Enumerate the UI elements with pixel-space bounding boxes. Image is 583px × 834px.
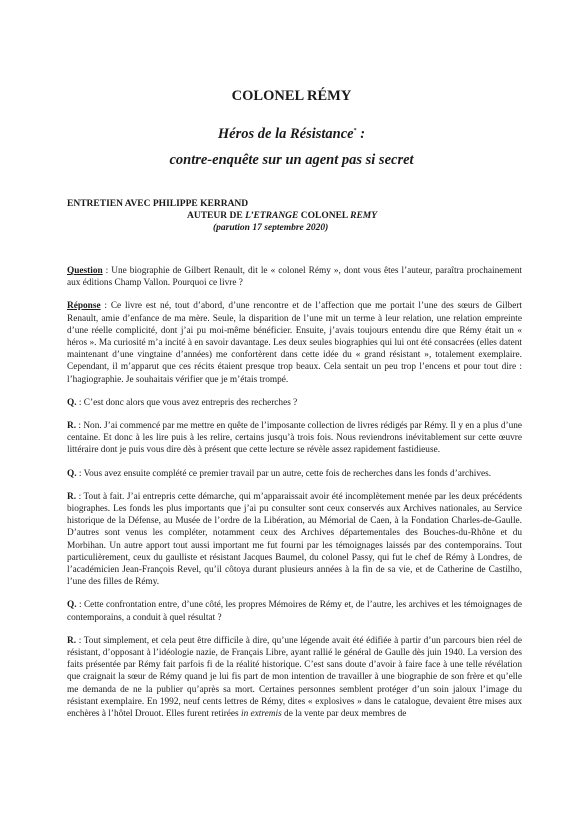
book-title-part-2: COLONEL [298,211,351,221]
label-separator: : [76,600,84,611]
question-paragraph [67,599,522,623]
question-text: Cette confrontation entre, d’une côté, les propres Mémoires de Rémy et, de l’autre, les archives et les témoignages de contemporains, a conduit à quel résultat ? [67,600,522,623]
answer-label: Réponse [67,301,101,312]
answer-text: Ce livre est né, tout d’abord, d’une rencontre et de l’affection que me portait l’une des sœurs de Gilbert Renault, amie d’enfance de ma mère. Seule, la disparition de l’une mit un terme à leur relation, une relation empreinte d’une réelle complicité, dont j’ai pu moi-même bénéficier. Ensuite, j’avais toujours entendu dire que Rémy était un « héros ». Ma curiosité m’a incité à en savoir davantage. Les deux seules biographies qui lui ont été consacrées (elles datent maintenant d’une vingtaine d’années) me confortèrent dans cette idée du « grand résistant », totalement exemplaire. Cependant, il m’apparut que ces récits étaient presque trop beaux. Cela sentait un peu trop l’encens et pour tout dire : l’hagiographie. Je souhaitais vérifier que je m’étais trompé. [67,301,523,385]
interview-heading: ENTRETIEN AVEC PHILIPPE KERRAND [67,199,249,209]
book-title-part-3: REMY [350,211,378,221]
label-separator: : [76,468,84,479]
question-paragraph [67,468,522,480]
document-title: COLONEL RÉMY [231,88,352,104]
answer-label: R. [67,491,77,502]
question-label: Q. [67,600,77,611]
label-separator: : [76,421,84,432]
answer-label: R. [67,635,77,646]
question-label: Question [67,266,103,276]
label-separator: : [100,301,111,312]
document-subtitle [0,122,583,143]
label-separator: : [102,266,112,276]
subtitle-colon: : [356,126,366,142]
question-text: Vous avez ensuite complété ce premier travail par un autre, cette fois de recherches dans les fonds d’archives. [83,468,492,479]
subtitle-text: Héros de la Résistance [217,126,354,142]
question-text: C’est donc alors que vous avez entrepris des recherches ? [83,397,298,408]
answer-text: Tout simplement, et cela peut être difficile à dire, qu’une légende avait été édifiée à partir d’un parcours bien réel de résistant, d’opposant à l’idéologie nazie, de Français Libre, ayant rallié le général de Gaulle dès juin 1940. La version des faits présentée par Rémy fait parfois fi de la réalité historique. C’est sans doute d’avoir à faire face à une telle révélation que craignait la sœur de Rémy quand je lui fis part de mon intention de travailler à une biographie de son frère et qu’elle me demanda de ne la publier qu’après sa mort. Certaines personnes semblent protéger d’un soin jaloux l’image du résistant exemplaire. En 1992, neuf cents lettres de Rémy, dites « explosives » dans le catalogue, devaient être mises aux enchères à l’hôtel Drouot. Elles furent retirées [67,635,522,720]
answer-paragraph [67,491,522,589]
label-separator: : [76,491,84,502]
author-of-prefix: AUTEUR DE [187,211,246,221]
footnote-mark: * [353,128,357,134]
author-of-line [187,210,377,222]
answer-text-italic: in extremis [241,709,282,720]
answer-paragraph [67,420,522,457]
question-label: Q. [67,468,77,479]
label-separator: : [76,397,84,408]
answer-label: R. [67,421,77,432]
question-paragraph [67,265,522,289]
label-separator: : [76,635,84,646]
question-label: Q. [67,397,77,408]
answer-text-end: de la vente par deux membres de [281,709,407,720]
publication-date: (parution 17 septembre 2020) [213,223,329,233]
interview-body [67,265,522,731]
question-text: Une biographie de Gilbert Renault, dit le « colonel Rémy », dont vous êtes l’auteur, paraîtra prochainement aux éditions Champ Vallon. Pourquoi ce livre ? [67,266,523,289]
document-subtitle-2: contre-enquête sur un agent pas si secret [169,152,414,168]
question-paragraph [67,397,522,409]
answer-text: Tout à fait. J’ai entrepris cette démarche, qui m’apparaissait avoir été incomplètement menée par les deux précédents biographes. Les fonds les plus importants que j’ai pu consulter sont ceux conservés aux Archives nationales, au Service historique de la Défense, au Musée de l’ordre de la Libération, au Mémorial de Caen, à la Fondation Charles-de-Gaulle. D’autres sont venus les compléter, notamment ceux des Archives départementales des Bouches-du-Rhône et du Morbihan. Un autre apport tout aussi important me fut fourni par les témoignages laissés par des contemporains. Tout particulièrement, ceux du gaulliste et résistant Jacques Baumel, du colonel Passy, qui fut le chef de Rémy à Londres, de l’académicien Jean-François Revel, qu’il côtoya durant plusieurs années à la fin de sa vie, et de Catherine de Castilho, l’une des filles de Rémy. [67,491,522,588]
book-title-part-1: L’ETRANGE [245,211,299,221]
answer-text: Non. J’ai commencé par me mettre en quête de l’imposante collection de livres rédigés par Rémy. Il y en a plus d’une centaine. Et donc à les lire puis à les relire, certains jusqu’à trois fois. Nous reviendrons inévitablement sur cette œuvre littéraire dont je puis vous dire dès à présent que cette lecture se révèle assez rapidement fastidieuse. [67,421,522,456]
answer-paragraph [67,635,522,720]
answer-paragraph [67,300,522,385]
